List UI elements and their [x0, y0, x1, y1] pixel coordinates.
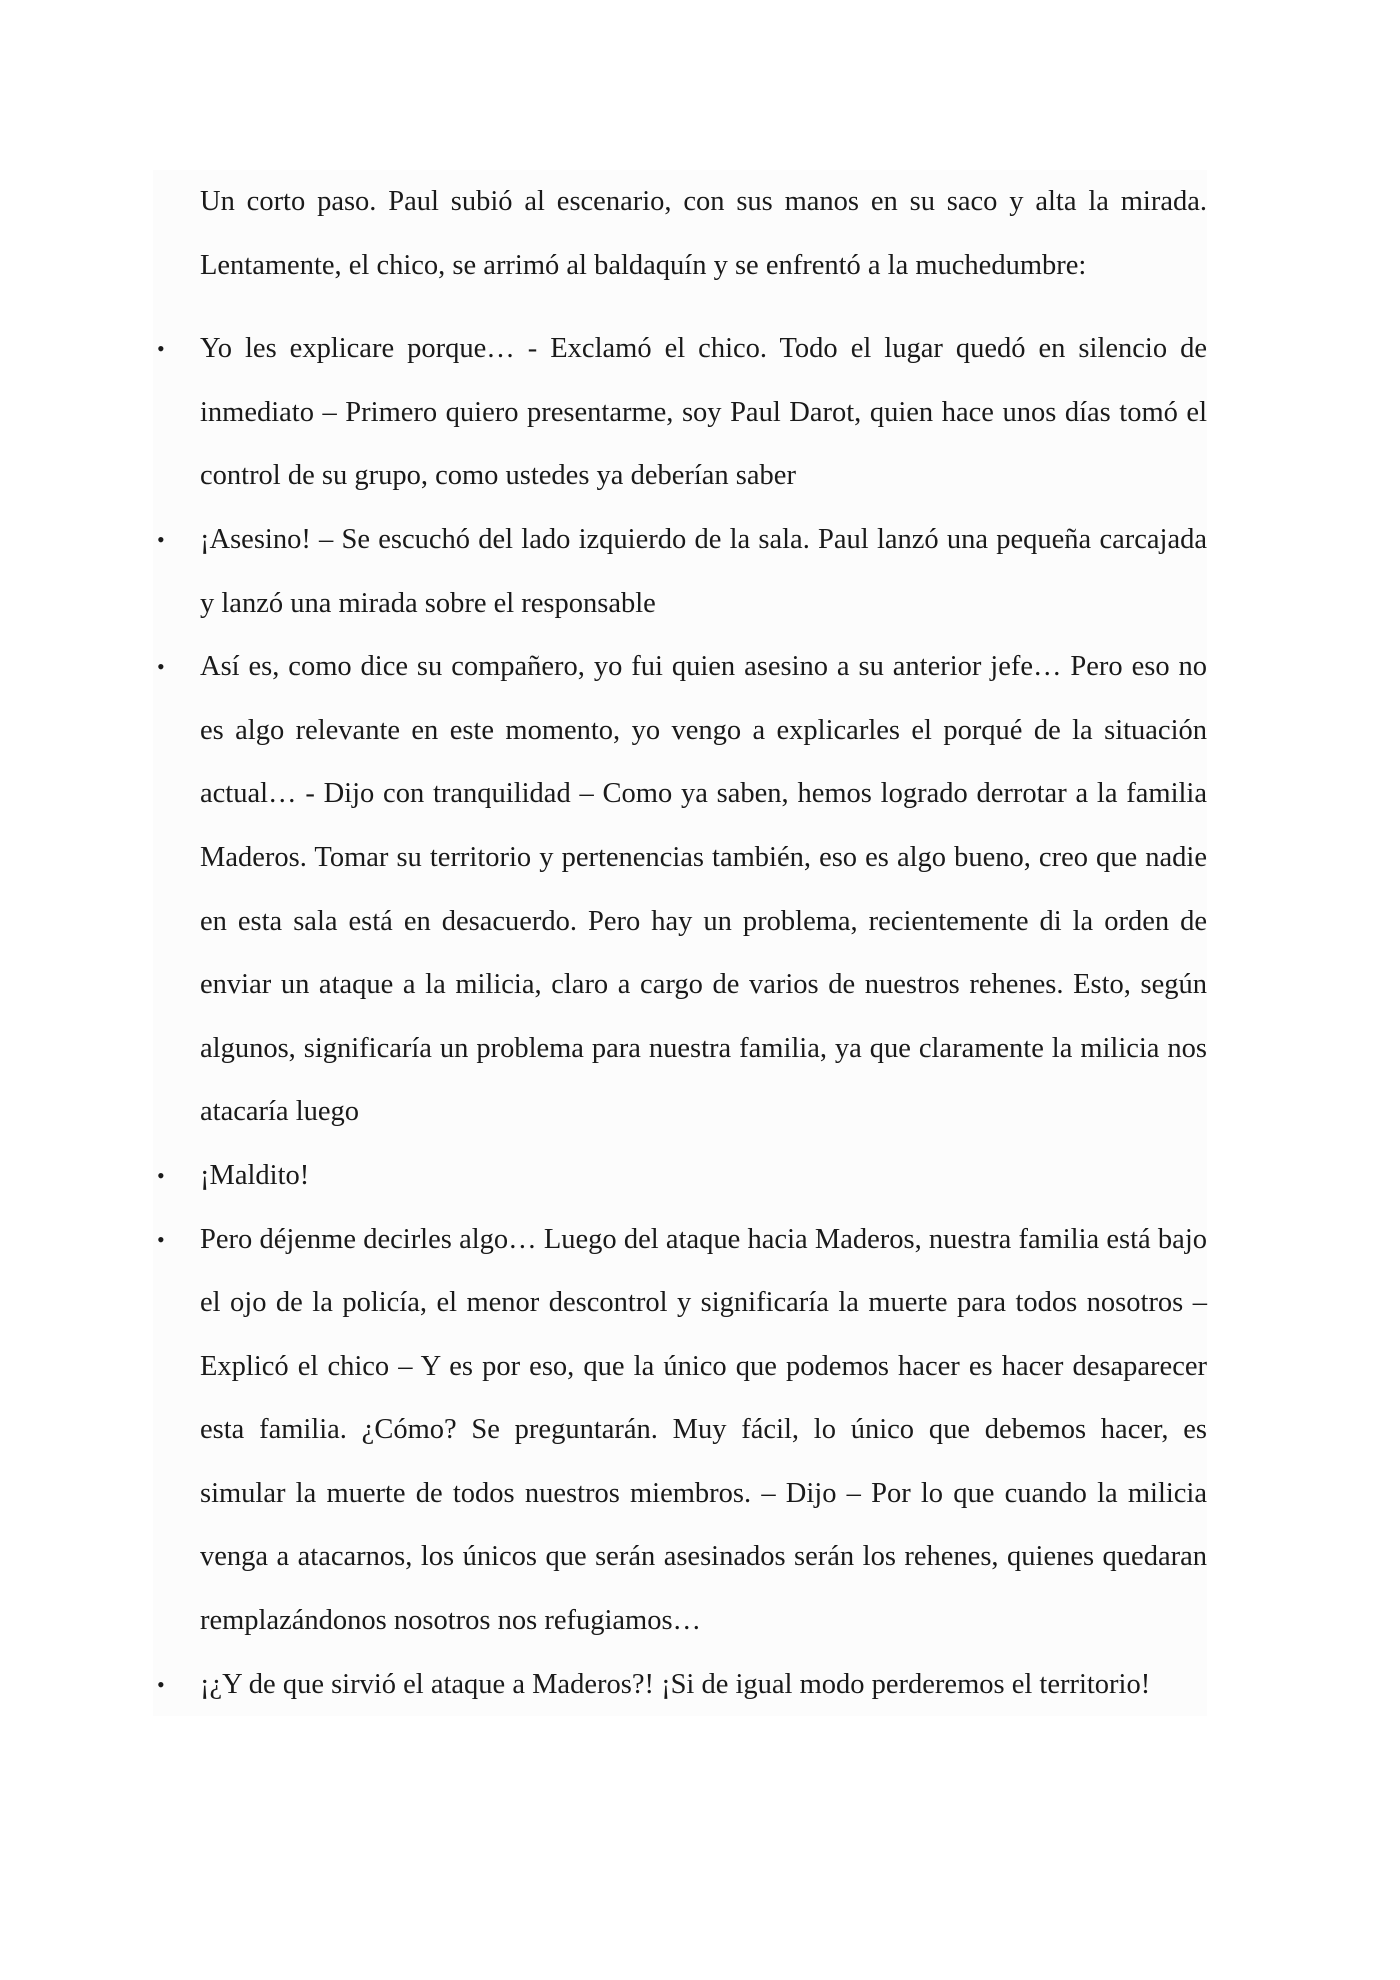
dialogue-list — [157, 317, 1207, 1716]
list-item-text: ¡¿Y de que sirvió el ataque a Maderos?! ¡Si de igual modo perderemos el territorio! — [200, 1668, 1151, 1700]
list-item — [157, 1144, 1207, 1208]
list-item — [157, 508, 1207, 635]
list-item-text: Yo les explicare porque… - Exclamó el chico. Todo el lugar quedó en silencio de inmediato – Primero quiero presentarme, soy Paul Darot, quien hace unos días tomó el control de su grupo, como ustedes ya deberían saber — [200, 333, 1207, 492]
list-item-text: Pero déjenme decirles algo… Luego del ataque hacia Maderos, nuestra familia está bajo el ojo de la policía, el menor descontrol y significaría la muerte para todos nosotros – Explicó el chico – Y es por eso, que la único que podemos hacer es hacer desaparecer esta familia. ¿Cómo? Se preguntarán. Muy fácil, lo único que debemos hacer, es simular la muerte de todos nuestros miembros. – Dijo – Por lo que cuando la milicia venga a atacarnos, los únicos que serán asesinados serán los rehenes, quienes quedaran remplazándonos nosotros nos refugiamos… — [200, 1223, 1207, 1637]
text-body — [153, 170, 1207, 1716]
list-item — [157, 1653, 1207, 1717]
bullet-icon: • — [157, 1162, 165, 1188]
list-item-text: ¡Asesino! – Se escuchó del lado izquierdo de la sala. Paul lanzó una pequeña carcajada y lanzó una mirada sobre el responsable — [200, 523, 1207, 619]
list-item — [157, 635, 1207, 1144]
intro-paragraph: Un corto paso. Paul subió al escenario, con sus manos en su saco y alta la mirada. Lentamente, el chico, se arrimó al baldaquín y se enfrentó a la muchedumbre: — [200, 186, 1207, 281]
bullet-icon: • — [157, 1226, 165, 1252]
list-item-text: Así es, como dice su compañero, yo fui quien asesino a su anterior jefe… Pero eso no es algo relevante en este momento, yo vengo a explicarles el porqué de la situación actual… - Dijo con tranquilidad – Como ya saben, hemos logrado derrotar a la familia Maderos. Tomar su territorio y pertenencias también, eso es algo bueno, creo que nadie en esta sala está en desacuerdo. Pero hay un problema, recientemente di la orden de enviar un ataque a la milicia, claro a cargo de varios de nuestros rehenes. Esto, según algunos, significaría un problema para nuestra familia, ya que claramente la milicia nos atacaría luego — [200, 651, 1207, 1128]
bullet-icon: • — [157, 654, 165, 680]
list-item — [157, 317, 1207, 508]
bullet-icon: • — [157, 526, 165, 552]
list-item-text: ¡Maldito! — [200, 1159, 310, 1191]
bullet-icon: • — [157, 336, 165, 362]
bullet-icon: • — [157, 1671, 165, 1697]
list-item — [157, 1208, 1207, 1653]
